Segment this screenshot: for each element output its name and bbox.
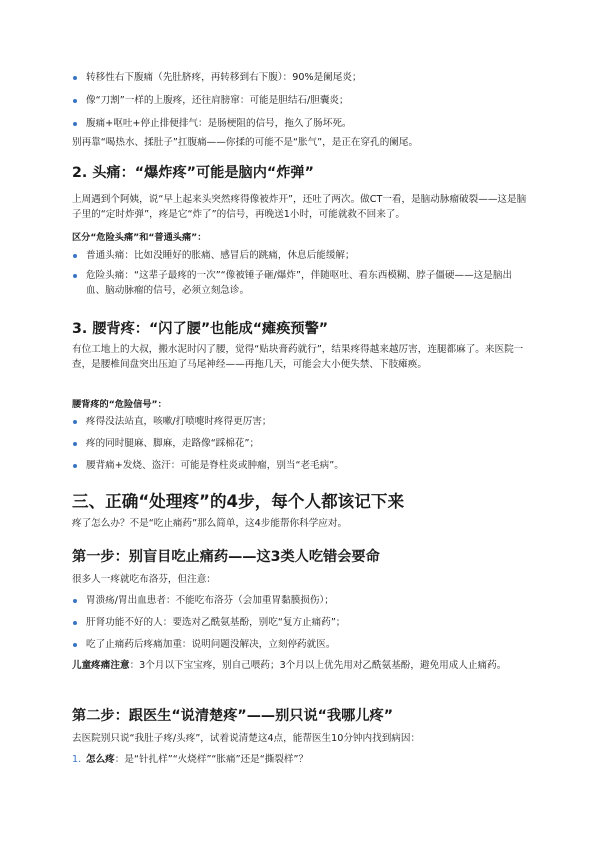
item-text: ：是“针扎样”“火烧样”“胀痛”还是“撕裂样”？ <box>114 754 309 765</box>
note-label: 儿童疼痛注意 <box>72 660 130 671</box>
bullet-icon <box>73 621 77 625</box>
bullet-icon <box>73 599 77 603</box>
bullet-icon <box>73 99 77 103</box>
note-text: ：3个月以下宝宝疼，别自己喂药；3个月以上优先用对乙酰氨基酚，避免用成人止痛药。 <box>129 660 507 671</box>
item-number: 1. <box>72 754 82 765</box>
paragraph: 有位工地上的大叔，搬水泥时闪了腰，觉得“贴块膏药就行”，结果疼得越来越厉害，连腿都麻了。来医院一查，是腰椎间盘突出压迫了马尾神经——再拖几天，可能会大小便失禁、下肢瘫痪。 <box>72 344 524 370</box>
bullet-icon <box>73 420 77 424</box>
part-heading: 三、正确“处理疼”的4步，每个人都该记下来 <box>72 492 405 511</box>
bullet-icon <box>73 442 77 446</box>
item-label: 怎么疼 <box>86 754 115 765</box>
subheading-label: 腰背疼的“危险信号”： <box>72 399 167 410</box>
step-heading-2: 第二步：跟医生“说清楚疼”——别只说“我哪儿疼” <box>72 708 394 724</box>
bullet-icon <box>73 254 77 258</box>
note-paragraph <box>72 658 527 673</box>
paragraph: 疼了怎么办？不是“吃止痛药”那么简单，这4步能帮你科学应对。 <box>72 518 348 529</box>
warning-paragraph: 别再靠“喝热水、揉肚子”扛腹痛——你揉的可能不是“胀气”，是正在穿孔的阑尾。 <box>72 137 419 148</box>
step-heading-1: 第一步：别盲目吃止痛药——这3类人吃错会要命 <box>72 549 380 565</box>
bullet-icon <box>73 643 77 647</box>
bullet-icon <box>73 274 77 278</box>
paragraph: 很多人一疼就吃布洛芬，但注意： <box>72 574 216 585</box>
bullet-icon <box>73 122 77 126</box>
paragraph: 去医院别只说“我肚子疼/头疼”，试着说清楚这4点，能帮医生10分钟内找到病因： <box>72 733 421 744</box>
subheading-label: 区分“危险头痛”和“普通头痛”： <box>72 232 207 243</box>
bullet-icon <box>73 76 77 80</box>
section-heading-headache: 2. 头痛：“爆炸疼”可能是脑内“炸弹” <box>72 165 314 181</box>
paragraph: 上周遇到个阿姨，说“早上起来头突然疼得像被炸开”，还吐了两次。做CT一看，是脑动脉瘤破裂——这是脑子里的“定时炸弹”，疼是它“炸了”的信号，再晚送1小时，可能就救不回来了。 <box>72 194 527 220</box>
bullet-icon <box>73 464 77 468</box>
section-heading-backpain: 3. 腰背疼：“闪了腰”也能成“瘫痪预警” <box>72 321 329 337</box>
